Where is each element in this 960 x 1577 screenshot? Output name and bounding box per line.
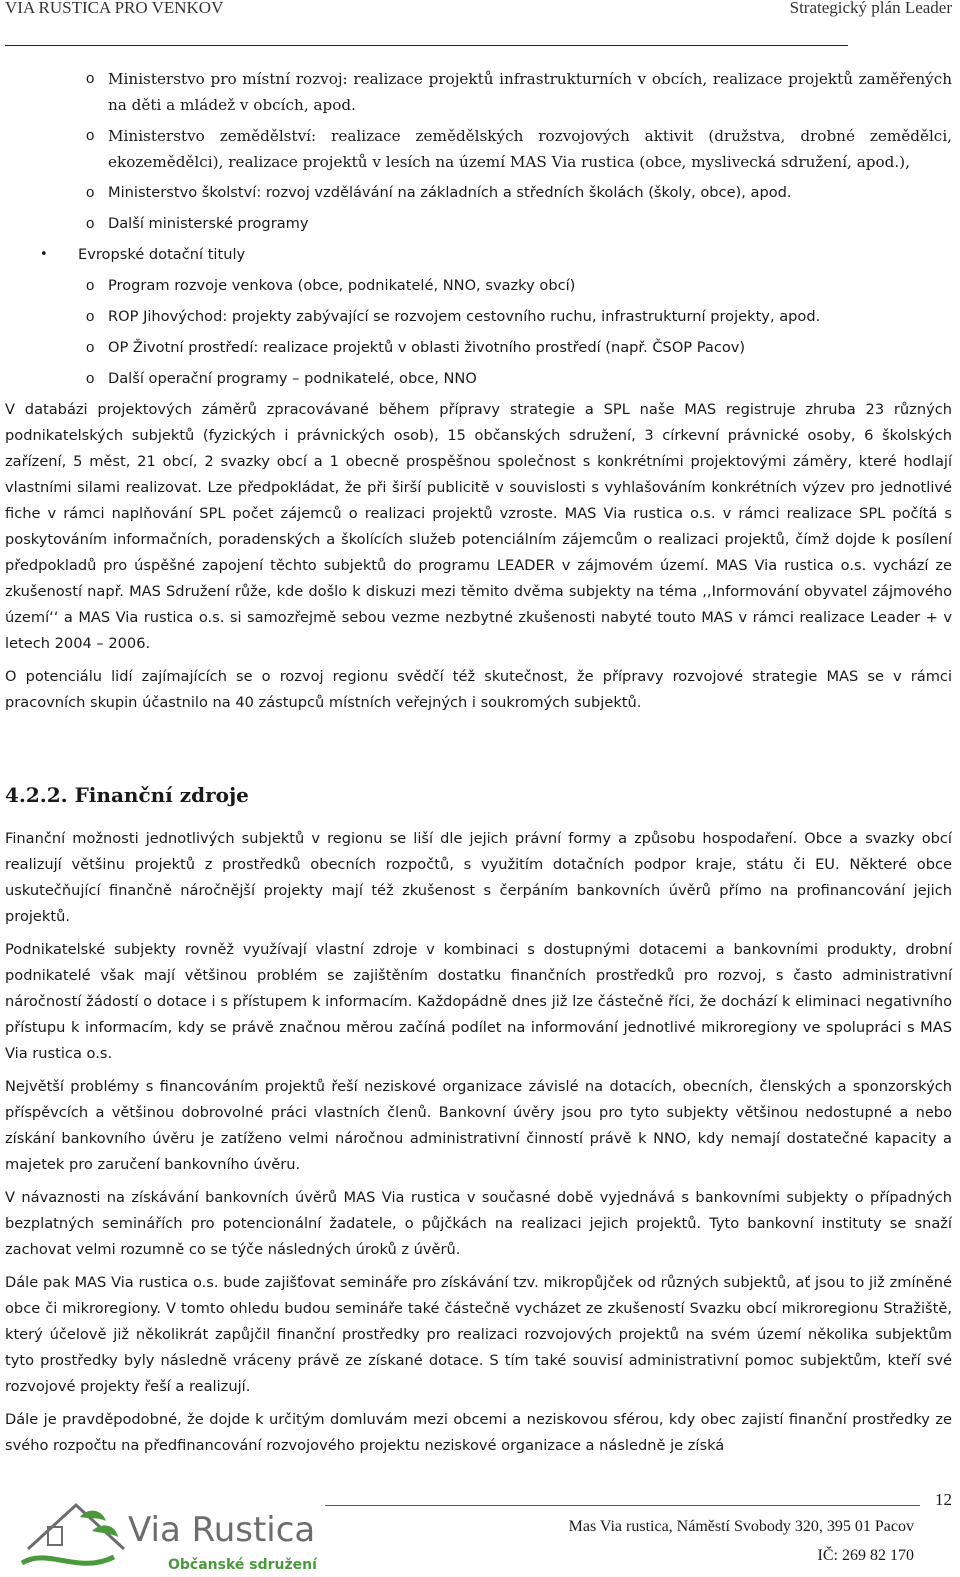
paragraph: Finanční možnosti jednotlivých subjektů v regionu se liší dle jejich právní formy a způsobu hospodaření. Obce a svazky obcí realizují většinu projektů z prostředků obecních rozpočtů, s využitím dotačních podpor kraje, státu či EU. Některé obce uskutečňující finančně náročnější projekty mají též zkušenost s čerpáním bankovních úvěrů přímo na profinancování jejich projektů. xyxy=(5,830,952,925)
page-header xyxy=(5,0,952,22)
sub-list-item xyxy=(5,123,952,175)
sub-list-marker: o xyxy=(86,70,95,87)
list-item-text: Ministerstvo zemědělství: realizace zemědělských rozvojových aktivit (družstva, drobné zemědělci, ekozemědělci), realizace projektů v lesích na území MAS Via rustica (obce, myslivecká sdružení, apod.), xyxy=(108,127,952,171)
header-right-title: Strategický plán Leader xyxy=(789,0,952,17)
list-item-text: Další ministerské programy xyxy=(108,215,309,232)
via-rustica-logo xyxy=(18,1487,348,1577)
document-body xyxy=(5,66,952,1466)
list-item-text: ROP Jihovýchod: projekty zabývající se rozvojem cestovního ruchu, infrastrukturní projekty, apod. xyxy=(108,308,821,325)
logo-house-icon xyxy=(22,1505,124,1563)
sub-list-item xyxy=(5,66,952,118)
paragraph: Dále je pravděpodobné, že dojde k určitým domluvám mezi obcemi a neziskovou sférou, kdy obec zajistí finanční prostředky ze svého rozpočtu na předfinancování rozvojového projektu neziskové organizace a následně je získá xyxy=(5,1411,952,1454)
paragraph: Dále pak MAS Via rustica o.s. bude zajišťovat semináře pro získávání tzv. mikropůjček od různých subjektů, ať jsou to již zmíněné obce či mikroregiony. V tomto ohledu budou semináře také částečně vycházet ze zkušeností Svazku obcí mikroregionu Stražiště, který účelově již několikrát zapůjčil finanční prostředky pro realizaci rozvojových projektů na svém území několika subjektům tyto prostředky byly následně vráceny právě ze získané dotace. S tím také souvisí administrativní pomoc subjektům, kteří své rozvojové projekty řeší a realizují. xyxy=(5,1274,952,1395)
list-item-text: Ministerstvo školství: rozvoj vzdělávání na základních a středních školách (školy, obce), apod. xyxy=(108,184,792,201)
funding-list xyxy=(5,66,952,392)
header-divider xyxy=(5,45,848,46)
sub-list-item xyxy=(5,366,952,392)
footer-ic: IČ: 269 82 170 xyxy=(817,1547,914,1564)
section-number: 4.2.2. xyxy=(5,783,68,807)
section-title: Finanční zdroje xyxy=(74,783,249,807)
paragraphs-after xyxy=(5,826,952,1459)
sub-list-marker: o xyxy=(86,308,95,325)
bullet-marker: • xyxy=(40,247,48,262)
sub-list-marker: o xyxy=(86,215,95,232)
page-number: 12 xyxy=(935,1490,952,1509)
sub-list-marker: o xyxy=(86,370,95,387)
list-item-text: OP Životní prostředí: realizace projektů v oblasti životního prostředí (např. ČSOP Pacov) xyxy=(108,339,746,356)
header-left-title: VIA RUSTICA PRO VENKOV xyxy=(5,0,224,17)
paragraph: Podnikatelské subjekty rovněž využívají vlastní zdroje v kombinaci s dostupnými dotacemi a bankovními produkty, drobní podnikatelé však mají většinou problém se zajištěním dostatku finančních prostředků pro rozvoj, s často administrativní náročností žádostí o dotace i s přístupem k informacím. Každopádně dnes již lze částečně říci, že dochází k eliminaci negativního přístupu k informacím, kdy se právě značnou měrou začíná podílet na informování jednotlivé mikroregiony ve spolupráci s MAS Via rustica o.s. xyxy=(5,941,952,1062)
sub-list-item xyxy=(5,180,952,206)
logo-subtitle: Občanské sdružení xyxy=(168,1557,317,1573)
paragraph: O potenciálu lidí zajímajících se o rozvoj regionu svědčí též skutečnost, že přípravy rozvojové strategie MAS se v rámci pracovních skupin účastnilo na 40 zástupců místních veřejných i soukromých subjektů. xyxy=(5,668,952,711)
paragraph: V návaznosti na získávání bankovních úvěrů MAS Via rustica v současné době vyjednává s bankovními subjekty o případných bezplatných seminářích pro potencionální žadatele, o půjčkách na realizaci jejich projektů. Tyto bankovní instituty se snaží zachovat velmi rozumně co se týče následných úroků z úvěrů. xyxy=(5,1189,952,1258)
paragraphs-before xyxy=(5,397,952,716)
list-item-text: Evropské dotační tituly xyxy=(78,246,246,263)
sub-list-marker: o xyxy=(86,127,95,144)
sub-list-item xyxy=(5,304,952,330)
list-item-text: Další operační programy – podnikatelé, obce, NNO xyxy=(108,370,477,387)
list-item-text: Ministerstvo pro místní rozvoj: realizace projektů infrastrukturních v obcích, realizace projektů zaměřených na děti a mládež v obcích, apod. xyxy=(108,70,952,114)
paragraph: V databázi projektových záměrů zpracovávané během přípravy strategie a SPL naše MAS registruje zhruba 23 různých podnikatelských subjektů (fyzických i právnických osob), 15 občanských sdružení, 3 církevní právnické osoby, 6 školských zařízení, 5 měst, 21 obcí, 2 svazky obcí a 1 obecně prospěšnou společnost s konkrétními projektovými záměry, které hodlají vlastními silami realizovat. Lze předpokládat, že při širší publicitě v souvislosti s vyhlašováním konkrétních výzev pro jednotlivé fiche v rámci naplňování SPL počet zájemců o realizaci projektů vzroste. MAS Via rustica o.s. v rámci realizace SPL počítá s poskytováním informačních, poradenských a školících služeb potenciálním zájemcům o realizaci projektů, čímž dojde k posílení předpokladů pro úspěšné zapojení těchto subjektů do programu LEADER v zájmovém území. MAS Via rustica o.s. vychází ze zkušeností např. MAS Sdružení růže, kde došlo k diskuzi mezi těmito dvěma subjekty na téma ,,Informování obyvatel zájmového území‘‘ a MAS Via rustica o.s. si samozřejmě sebou vezme nezbytné zkušenosti nabyté touto MAS v rámci realizace Leader + v letech 2004 – 2006. xyxy=(5,401,952,652)
sub-list-item xyxy=(5,211,952,237)
section-heading xyxy=(5,780,952,826)
bullet-item xyxy=(5,242,952,268)
paragraph: Největší problémy s financováním projektů řeší neziskové organizace závislé na dotacích, obecních, členských a sponzorských příspěvcích a většinou dobrovolné práci vlastních členů. Bankovní úvěry jsou pro tyto subjekty většinou nedostupné a nebo získání bankovního úvěru je zatíženo velmi náročnou administrativní činností právě k NNO, kdy nemají dostatečné kapacity a majetek pro zaručení bankovního úvěru. xyxy=(5,1078,952,1173)
sub-list-marker: o xyxy=(86,339,95,356)
logo-title: Via Rustica xyxy=(128,1510,316,1550)
sub-list-marker: o xyxy=(86,277,95,294)
sub-list-item xyxy=(5,335,952,361)
sub-list-marker: o xyxy=(86,184,95,201)
footer-divider xyxy=(325,1505,920,1506)
list-item-text: Program rozvoje venkova (obce, podnikatelé, NNO, svazky obcí) xyxy=(108,277,576,294)
footer-address: Mas Via rustica, Náměstí Svobody 320, 395 01 Pacov xyxy=(568,1518,914,1535)
sub-list-item xyxy=(5,273,952,299)
